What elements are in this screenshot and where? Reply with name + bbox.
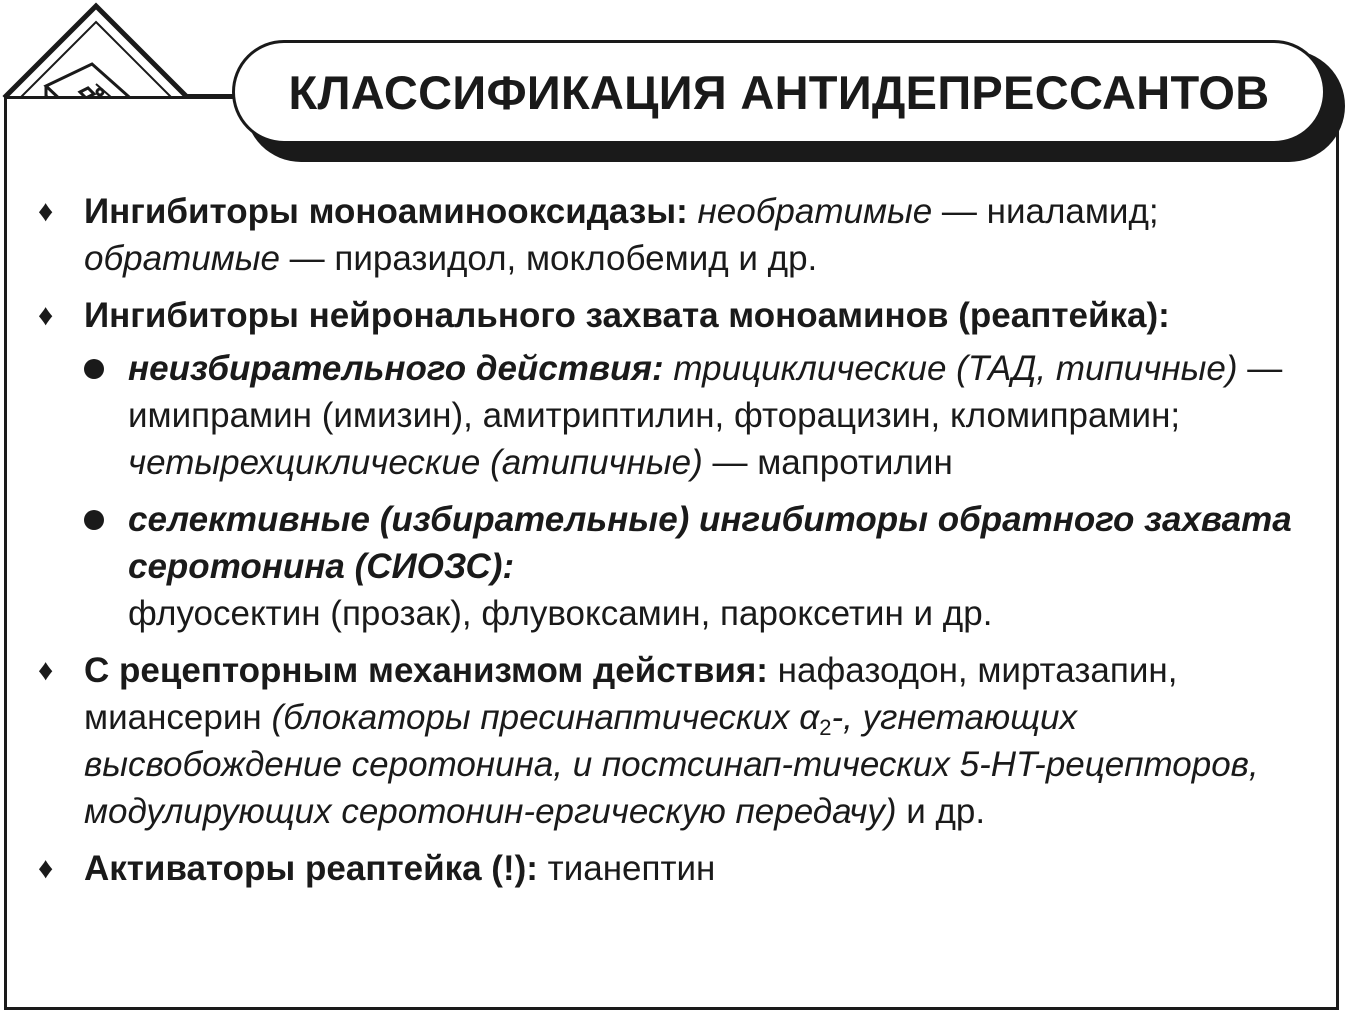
diamond-bullet-icon: ♦ (38, 654, 54, 687)
item-text-italic: (блокаторы пресинаптических (271, 698, 800, 737)
list-item-reuptake-inhibitors (32, 292, 1332, 637)
classification-list (32, 188, 1332, 902)
item-heading: С рецепторным механизмом действия: (84, 651, 768, 690)
dot-bullet-icon (84, 510, 104, 530)
subitem-text: — имипрамин (имизин), амитриптилин, фторацизин, кломипрамин; (128, 349, 1283, 435)
diamond-bullet-icon: ♦ (38, 195, 54, 228)
dot-bullet-icon (84, 359, 104, 379)
alpha-subscript: 2 (819, 715, 832, 740)
subitem-text-italic: трициклические (ТАД, типичные) (673, 349, 1238, 388)
item-text: — ниаламид; (932, 192, 1159, 231)
item-heading: Ингибиторы моноаминооксидазы: (84, 192, 688, 231)
subitem-text: флуосектин (прозак), флувоксамин, пароксетин и др. (128, 594, 993, 633)
item-text: тианептин (537, 849, 716, 888)
sublist-item-nonselective (32, 345, 1332, 486)
item-heading: Ингибиторы нейронального захвата моноаминов (реаптейка): (84, 296, 1170, 335)
list-item-reuptake-activators (32, 845, 1332, 892)
sublist-item-ssri (32, 496, 1332, 637)
alpha-symbol: α (799, 698, 820, 737)
subitem-heading: неизбирательного действия: (128, 349, 664, 388)
item-heading: Активаторы реаптейка (!): (84, 849, 538, 888)
item-text: — пиразидол, моклобемид и др. (279, 239, 818, 278)
subitem-heading: селективные (избирательные) ингибиторы обратного захвата серотонина (СИОЗС): (128, 500, 1292, 586)
item-text: нафазодон, миртазапин, миансерин (84, 651, 1178, 737)
subitem-text: — мапротилин (702, 443, 953, 482)
subitem-text-italic: четырехциклические (атипичные) (128, 443, 703, 482)
item-text-italic: необратимые (697, 192, 933, 231)
list-item-receptor-mechanism (32, 647, 1332, 835)
item-text-italic: обратимые (84, 239, 280, 278)
diamond-bullet-icon: ♦ (38, 852, 54, 885)
diamond-bullet-icon: ♦ (38, 299, 54, 332)
title-banner (232, 40, 1326, 144)
item-text: и др. (896, 792, 986, 831)
list-item-mao-inhibitors (32, 188, 1332, 282)
page-title: КЛАССИФИКАЦИЯ АНТИДЕПРЕССАНТОВ (288, 65, 1270, 119)
item-text-italic: -, угнетающих высвобождение серотонина, и постсинап-тических 5-HT-рецепторов, модулирующих серотонин-ергическую передачу) (84, 698, 1259, 831)
